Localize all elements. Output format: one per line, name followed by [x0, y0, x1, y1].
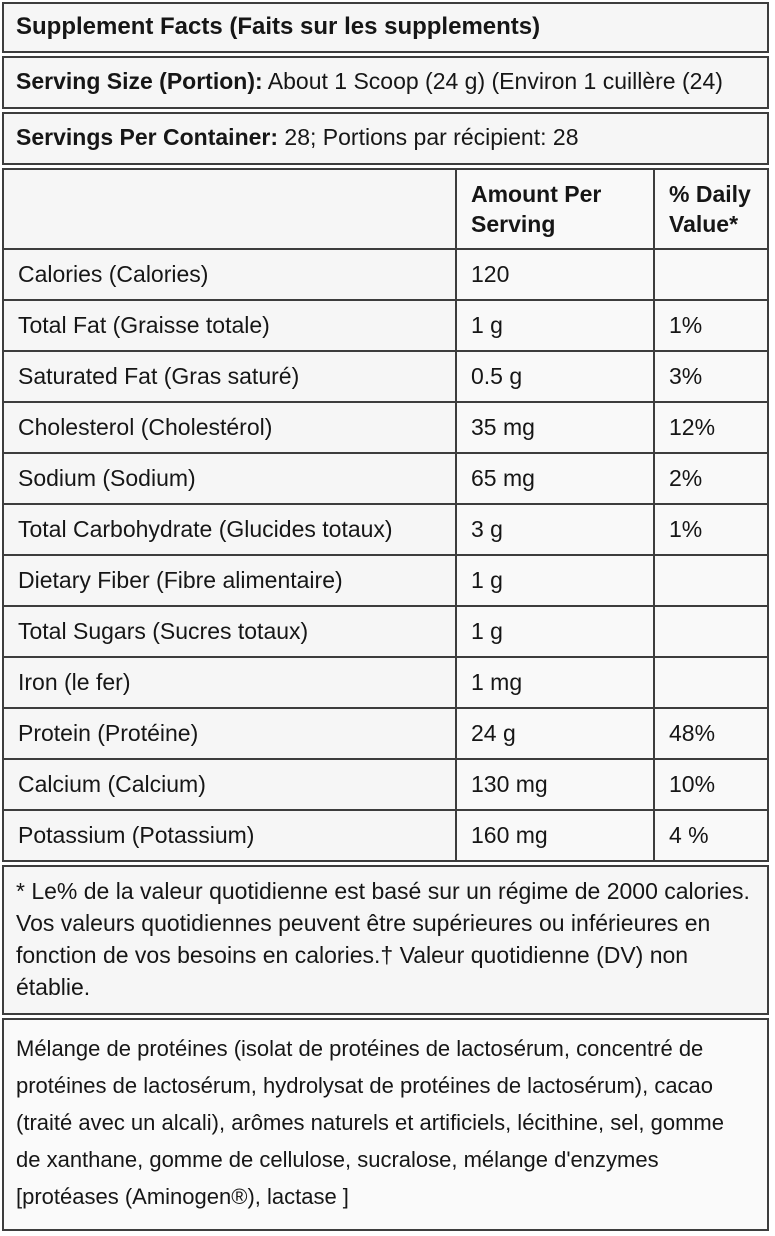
- label-title: Supplement Facts (Faits sur les supplements): [2, 2, 769, 53]
- servings-per-container-label: Servings Per Container:: [16, 124, 279, 150]
- daily-value-cell: [653, 607, 767, 656]
- nutrient-cell: Total Carbohydrate (Glucides totaux): [4, 505, 455, 554]
- daily-value-cell: [653, 658, 767, 707]
- servings-per-container-row: [2, 112, 769, 165]
- header-nutrient-cell: [4, 170, 455, 248]
- daily-value-cell: 48%: [653, 709, 767, 758]
- daily-value-cell: 10%: [653, 760, 767, 809]
- amount-cell: 65 mg: [455, 454, 653, 503]
- nutrient-cell: Protein (Protéine): [4, 709, 455, 758]
- nutrient-cell: Total Fat (Graisse totale): [4, 301, 455, 350]
- daily-value-cell: 4 %: [653, 811, 767, 860]
- serving-size-value: About 1 Scoop (24 g) (Environ 1 cuillère (24): [267, 68, 723, 94]
- header-daily-value-cell: % Daily Value*: [653, 170, 767, 248]
- nutrition-table: [2, 168, 769, 862]
- nutrient-cell: Calories (Calories): [4, 250, 455, 299]
- table-row-cholesterol: [4, 401, 767, 452]
- table-row-total-fat: [4, 299, 767, 350]
- daily-value-cell: [653, 250, 767, 299]
- amount-cell: 24 g: [455, 709, 653, 758]
- ingredients-text: Mélange de protéines (isolat de protéines de lactosérum, concentré de protéines de lactosérum, hydrolysat de protéines de lactosérum), cacao (traité avec un alcali), arômes naturels et artificiels, lécithine, sel, gomme de xanthane, gomme de cellulose, sucralose, mélange d'enzymes [protéases (Aminogen®), lactase ]: [2, 1018, 769, 1231]
- nutrient-cell: Cholesterol (Cholestérol): [4, 403, 455, 452]
- nutrient-cell: Dietary Fiber (Fibre alimentaire): [4, 556, 455, 605]
- daily-value-cell: [653, 556, 767, 605]
- table-row-total-carbohydrate: [4, 503, 767, 554]
- table-row-potassium: [4, 809, 767, 860]
- table-row-total-sugars: [4, 605, 767, 656]
- amount-cell: 3 g: [455, 505, 653, 554]
- amount-cell: 0.5 g: [455, 352, 653, 401]
- table-header-row: [4, 170, 767, 248]
- amount-cell: 1 g: [455, 556, 653, 605]
- table-row-iron: [4, 656, 767, 707]
- nutrient-cell: Total Sugars (Sucres totaux): [4, 607, 455, 656]
- daily-value-cell: 3%: [653, 352, 767, 401]
- daily-value-cell: 12%: [653, 403, 767, 452]
- serving-size-label: Serving Size (Portion):: [16, 68, 263, 94]
- serving-size-row: [2, 56, 769, 109]
- nutrient-cell: Potassium (Potassium): [4, 811, 455, 860]
- amount-cell: 160 mg: [455, 811, 653, 860]
- nutrient-cell: Iron (le fer): [4, 658, 455, 707]
- nutrient-cell: Saturated Fat (Gras saturé): [4, 352, 455, 401]
- nutrient-cell: Sodium (Sodium): [4, 454, 455, 503]
- table-row-dietary-fiber: [4, 554, 767, 605]
- daily-value-cell: 2%: [653, 454, 767, 503]
- amount-cell: 120: [455, 250, 653, 299]
- servings-per-container-value: 28; Portions par récipient: 28: [284, 124, 579, 150]
- table-row-saturated-fat: [4, 350, 767, 401]
- table-row-sodium: [4, 452, 767, 503]
- amount-cell: 1 g: [455, 607, 653, 656]
- daily-value-cell: 1%: [653, 505, 767, 554]
- nutrient-cell: Calcium (Calcium): [4, 760, 455, 809]
- header-amount-cell: Amount Per Serving: [455, 170, 653, 248]
- amount-cell: 1 g: [455, 301, 653, 350]
- daily-value-cell: 1%: [653, 301, 767, 350]
- amount-cell: 1 mg: [455, 658, 653, 707]
- amount-cell: 35 mg: [455, 403, 653, 452]
- amount-cell: 130 mg: [455, 760, 653, 809]
- table-row-calcium: [4, 758, 767, 809]
- table-row-protein: [4, 707, 767, 758]
- daily-value-footnote: * Le% de la valeur quotidienne est basé sur un régime de 2000 calories. Vos valeurs quotidiennes peuvent être supérieures ou inférieures en fonction de vos besoins en calories.† Valeur quotidienne (DV) non établie.: [2, 865, 769, 1015]
- table-row-calories: [4, 248, 767, 299]
